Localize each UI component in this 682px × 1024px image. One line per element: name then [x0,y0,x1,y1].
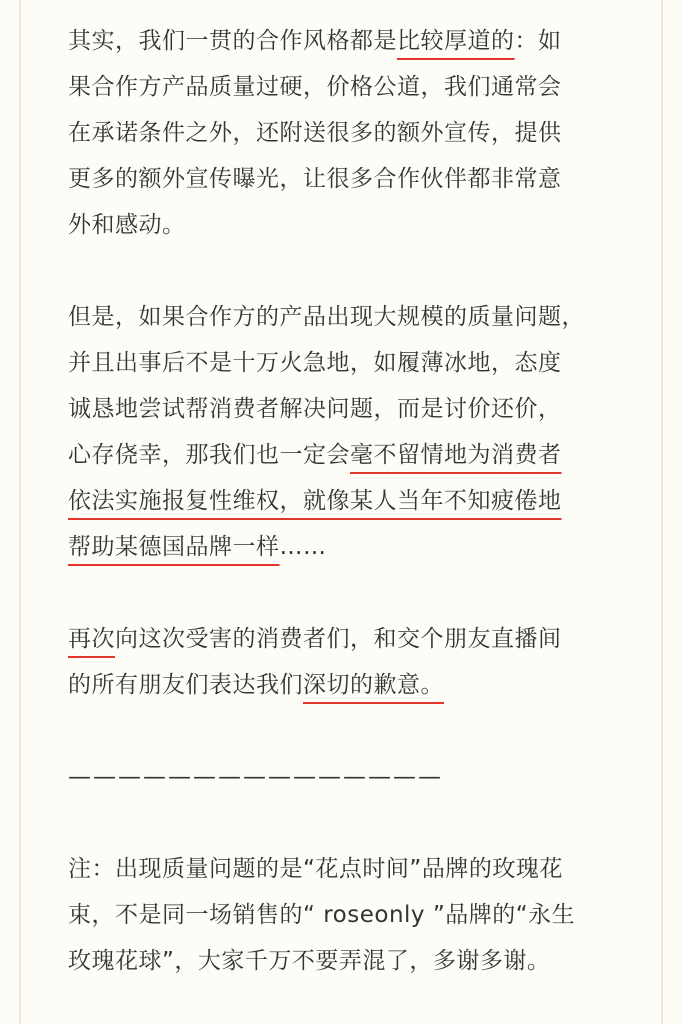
text-line: 并且出事后不是十万火急地，如履薄冰地，态度 [68,350,562,376]
text-segment: …… [279,534,327,560]
text-line: 诚恳地尝试帮消费者解决问题，而是讨价还价， [68,396,562,422]
dash-divider-text: ——————————————— [68,764,443,790]
paragraph-spacer [68,570,608,616]
text-line: 更多的额外宣传曝光，让很多合作伙伴都非常意 [68,166,562,192]
text-line: 玫瑰花球”，大家千万不要弄混了，多谢多谢。 [68,948,551,974]
paragraph-quality-problem [68,294,608,570]
paragraph-spacer [68,708,608,754]
text-line [68,616,608,662]
text-line: 束，不是同一场销售的“ roseonly ”品牌的“永生 [68,902,576,928]
text-line: 注：出现质量问题的是“花点时间”品牌的玫瑰花 [68,856,563,882]
article-body [68,18,608,984]
text-line: 外和感动。 [68,212,186,238]
highlighted-text: 帮助某德国品牌一样 [68,534,280,560]
text-segment: 其实，我们一贯的合作风格都是 [68,28,397,54]
text-line [68,432,608,478]
highlighted-text: 深切的歉意。 [303,672,444,698]
paragraph-spacer [68,800,608,846]
highlighted-text: 再次 [68,626,115,652]
highlighted-text: 比较厚道的 [397,28,515,54]
text-segment: 向这次受害的消费者们，和交个朋友直播间 [115,626,562,652]
text-line [68,524,608,570]
text-segment: ：如 [514,28,562,54]
text-line: 果合作方产品质量过硬，价格公道，我们通常会 [68,74,562,100]
text-segment: 心存侥幸，那我们也一定会 [68,442,350,468]
highlighted-text: 依法实施报复性维权，就像某人当年不知疲倦地 [68,488,562,514]
paragraph-cooperation-style [68,18,608,248]
text-line [68,18,608,64]
text-line: 在承诺条件之外，还附送很多的额外宣传，提供 [68,120,562,146]
highlighted-text: 毫不留情地为消费者 [350,442,562,468]
paragraph-note [68,846,608,984]
left-border-line [19,0,21,1024]
right-border-line [661,0,663,1024]
text-line: 但是，如果合作方的产品出现大规模的质量问题， [68,304,585,330]
divider [68,754,608,800]
text-line [68,478,608,524]
paragraph-apology [68,616,608,708]
paragraph-spacer [68,248,608,294]
text-line [68,662,608,708]
text-segment: 的所有朋友们表达我们 [68,672,303,698]
